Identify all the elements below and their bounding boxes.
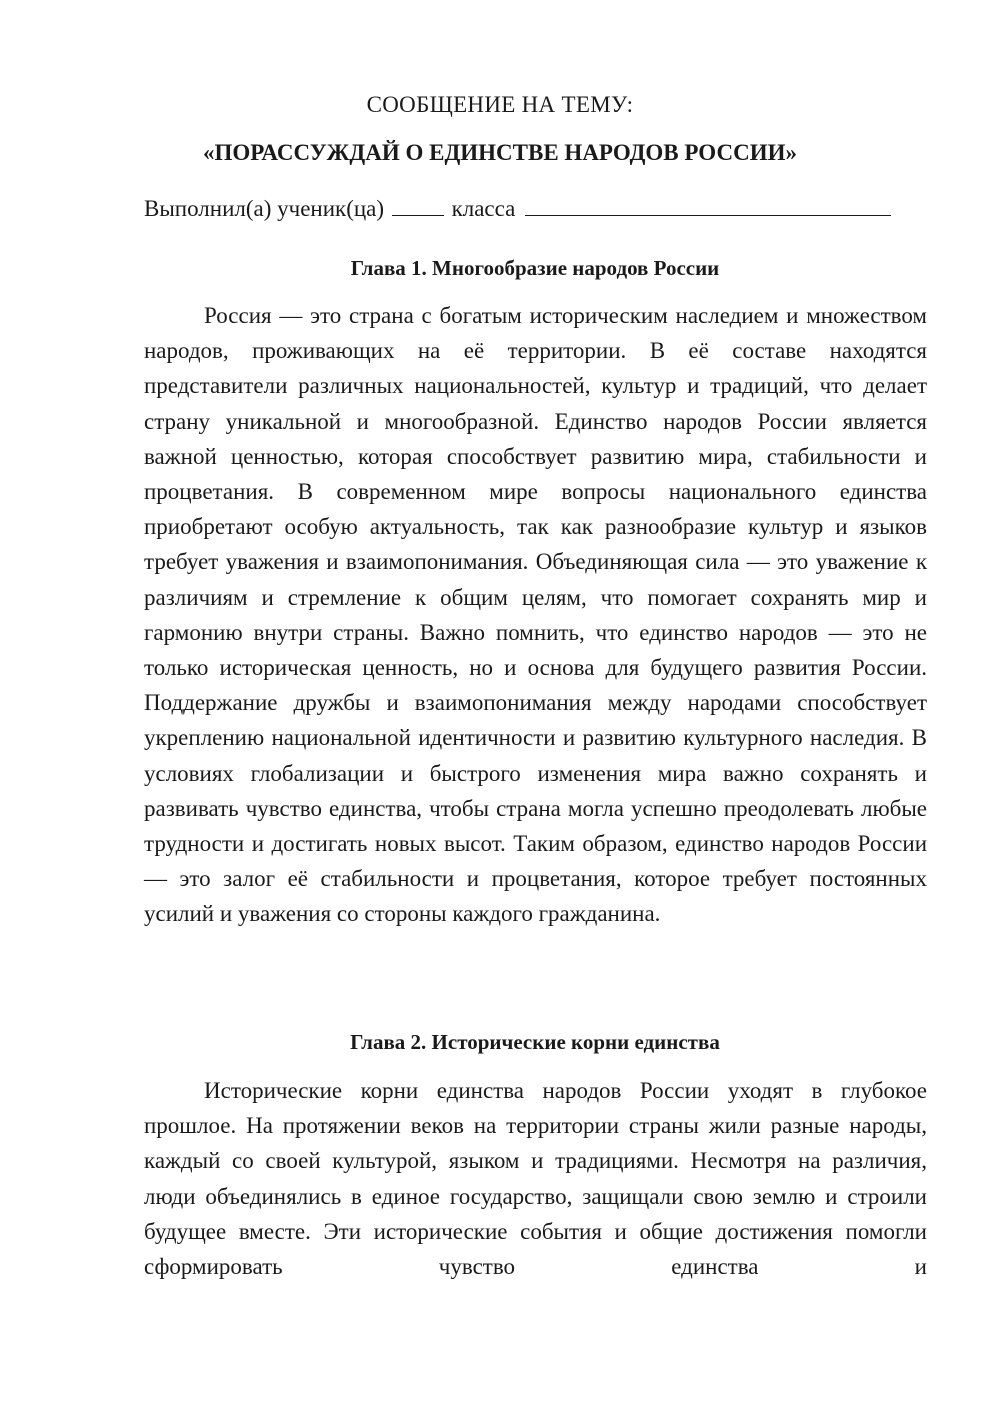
- performed-by-label: Выполнил(а) ученик(ца): [144, 196, 385, 221]
- author-line: [144, 196, 944, 222]
- class-label: класса: [451, 196, 516, 221]
- document-title: «ПОРАССУЖДАЙ О ЕДИНСТВЕ НАРОДОВ РОССИИ»: [203, 140, 797, 165]
- student-name-blank: [525, 197, 891, 216]
- chapter-heading: Глава 2. Исторические корни единства: [350, 1030, 720, 1054]
- class-number-blank: [392, 197, 444, 216]
- chapter-paragraph: Россия — это страна с богатым историческим наследием и множеством народов, проживающих на её территории. В её составе находятся представители различных национальностей, культур и традиций, что делает страну уникальной и многообразной. Единство народов России является важной ценностью, которая способствует развитию мира, стабильности и процветания. В современном мире вопросы национального единства приобретают особую актуальность, так как разнообразие культур и языков требует уважения и взаимопонимания. Объединяющая сила — это уважение к различиям и стремление к общим целям, что помогает сохранять мир и гармонию внутри страны. Важно помнить, что единство народов — это не только историческая ценность, но и основа для будущего развития России. Поддержание дружбы и взаимопонимания между народами способствует укреплению национальной идентичности и развитию культурного наследия. В условиях глобализации и быстрого изменения мира важно сохранять и развивать чувство единства, чтобы страна могла успешно преодолевать любые трудности и достигать новых высот. Таким образом, единство народов России — это залог её стабильности и процветания, которое требует постоянных усилий и уважения со стороны каждого гражданина.: [144, 303, 927, 927]
- topic-line: СООБЩЕНИЕ НА ТЕМУ:: [366, 92, 634, 117]
- chapter-paragraph: Исторические корни единства народов России уходят в глубокое прошлое. На протяжении веков на территории страны жили разные народы, каждый со своей культурой, языком и традициями. Несмотря на различия, люди объединялись в единое государство, защищали свою землю и строили будущее вместе. Эти исторические события и общие достижения помогли сформировать чувство единства и: [144, 1078, 927, 1280]
- chapter-heading: Глава 1. Многообразие народов России: [350, 256, 720, 280]
